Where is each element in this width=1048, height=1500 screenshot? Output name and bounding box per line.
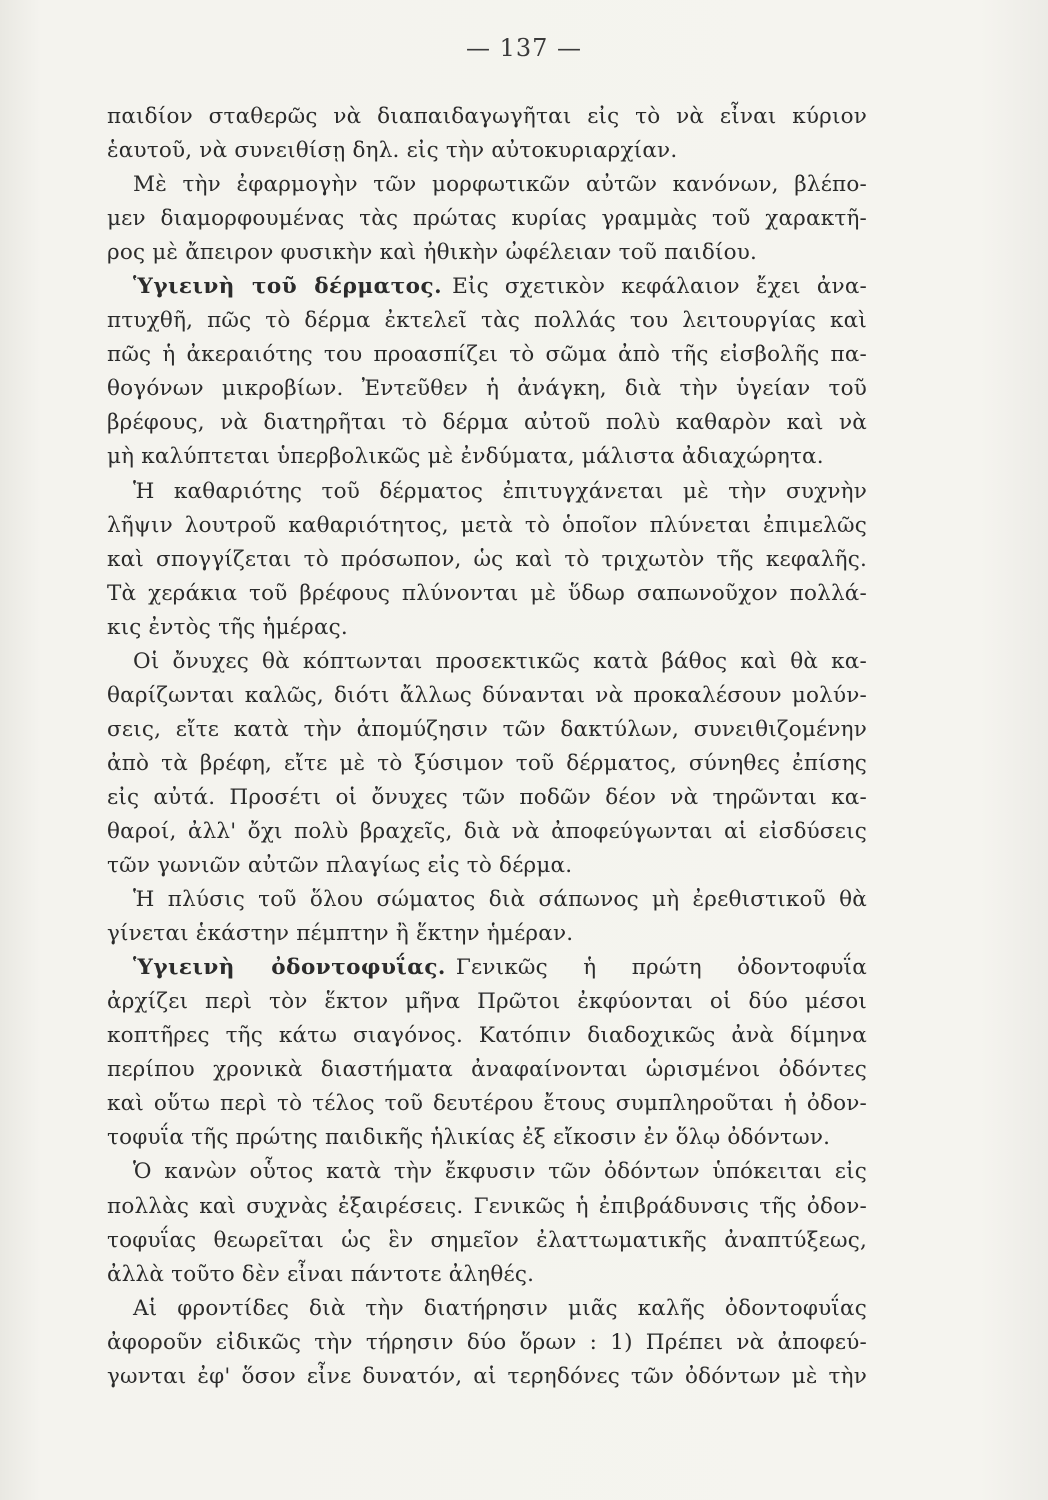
text-line: μὴ καλύπτεται ὑπερβολικῶς μὲ ἐνδύματα, μάλιστα ἀδιαχώρητα. [107,444,824,470]
text-line: ἀπὸ τὰ βρέφη, εἴτε μὲ τὸ ξύσιμον τοῦ δέρματος, σύνηθες ἐπίσης [107,750,867,776]
text-line: τῶν γωνιῶν αὐτῶν πλαγίως εἰς τὸ δέρμα. [107,853,573,879]
text-line: ρος μὲ ἄπειρον φυσικὴν καὶ ἠθικὴν ὠφέλειαν τοῦ παιδίου. [107,240,758,266]
section-heading-teeth: Ὑγιεινὴ ὀδοντοφυΐας. [133,955,446,981]
text-line: Τὰ χεράκια τοῦ βρέφους πλύνονται μὲ ὕδωρ σαπωνοῦχον πολλά- [107,580,867,606]
text-line: ἀλλὰ τοῦτο δὲν εἶναι πάντοτε ἀληθές. [107,1261,535,1287]
text-line: τοφυΐας θεωρεῖται ὡς ἓν σημεῖον ἐλαττωματικῆς ἀναπτύξεως, [107,1227,867,1253]
text-line: σεις, εἴτε κατὰ τὴν ἀπομύζησιν τῶν δακτύλων, συνειθιζομένην [107,716,867,742]
text-line: ἀρχίζει περὶ τὸν ἕκτον μῆνα Πρῶτοι ἐκφύονται οἱ δύο μέσοι [107,989,867,1015]
section-heading-skin: Ὑγιεινὴ τοῦ δέρματος. [133,274,443,300]
text-line: θογόνων μικροβίων. Ἐντεῦθεν ἡ ἀνάγκη, διὰ τὴν ὑγείαν τοῦ [107,376,867,402]
paragraph-start-line: Ἡ πλύσις τοῦ ὅλου σώματος διὰ σάπωνος μὴ ἐρεθιστικοῦ θὰ [133,887,867,913]
text-line: εἰς αὐτά. Προσέτι οἱ ὄνυχες τῶν ποδῶν δέον νὰ τηρῶνται κα- [107,784,867,810]
paragraph-start-line: Οἱ ὄνυχες θὰ κόπτωνται προσεκτικῶς κατὰ βάθος καὶ θὰ κα- [133,648,867,674]
text-line: ἀφοροῦν εἰδικῶς τὴν τήρησιν δύο ὅρων : 1) Πρέπει νὰ ἀποφεύ- [107,1329,867,1355]
text-line: τοφυΐα τῆς πρώτης παιδικῆς ἡλικίας ἐξ εἴκοσιν ἐν ὅλῳ ὀδόντων. [107,1125,831,1151]
heading-line-text: Γενικῶς ἡ πρώτη ὀδοντοφυΐα [455,955,867,981]
text-line: γίνεται ἑκάστην πέμπτην ἢ ἕκτην ἡμέραν. [107,921,574,947]
text-line: κοπτῆρες τῆς κάτω σιαγόνος. Κατόπιν διαδοχικῶς ἀνὰ δίμηνα [107,1023,867,1049]
text-line: θαρίζωνται καλῶς, διότι ἄλλως δύνανται νὰ προκαλέσουν μολύν- [107,682,867,708]
text-line: λῆψιν λουτροῦ καθαριότητος, μετὰ τὸ ὁποῖον πλύνεται ἐπιμελῶς [107,512,867,538]
paragraph-start-line: Ἡ καθαριότης τοῦ δέρματος ἐπιτυγχάνεται μὲ τὴν συχνὴν [133,478,867,504]
text-line: μεν διαμορφουμένας τὰς πρώτας κυρίας γραμμὰς τοῦ χαρακτῆ- [107,206,867,232]
text-line: καὶ οὕτω περὶ τὸ τέλος τοῦ δευτέρου ἔτους συμπληροῦται ἡ ὀδον- [107,1091,867,1117]
text-line: βρέφους, νὰ διατηρῆται τὸ δέρμα αὐτοῦ πολὺ καθαρὸν καὶ νὰ [107,410,867,436]
paragraph-start-line: Ὁ κανὼν οὗτος κατὰ τὴν ἔκφυσιν τῶν ὀδόντων ὑπόκειται εἰς [133,1159,867,1185]
text-line: περίπου χρονικὰ διαστήματα ἀναφαίνονται ὡρισμένοι ὀδόντες [107,1057,867,1083]
body-text [107,100,867,1394]
section-heading-line [107,951,867,985]
text-line: πολλὰς καὶ συχνὰς ἐξαιρέσεις. Γενικῶς ἡ ἐπιβράδυνσις τῆς ὀδον- [107,1193,867,1219]
paragraph-start-line: Αἱ φροντίδες διὰ τὴν διατήρησιν μιᾶς καλῆς ὀδοντοφυΐας [133,1295,867,1321]
text-line: κις ἐντὸς τῆς ἡμέρας. [107,614,348,640]
heading-line-text: Εἰς σχετικὸν κεφάλαιον ἔχει ἀνα- [452,274,868,300]
text-line: πῶς ἡ ἀκεραιότης του προασπίζει τὸ σῶμα ἀπὸ τῆς εἰσβολῆς πα- [107,342,867,368]
text-line: γωνται ἐφ' ὅσον εἶνε δυνατόν, αἱ τερηδόνες τῶν ὀδόντων μὲ τὴν [107,1363,867,1389]
section-heading-line [107,270,867,304]
page-number: — 137 — [465,34,583,62]
text-line: πτυχθῆ, πῶς τὸ δέρμα ἐκτελεῖ τὰς πολλάς του λειτουργίας καὶ [107,308,867,334]
text-line: θαροί, ἀλλ' ὄχι πολὺ βραχεῖς, διὰ νὰ ἀποφεύγωνται αἱ εἰσδύσεις [107,818,867,844]
text-line: ἑαυτοῦ, νὰ συνειθίσῃ δηλ. εἰς τὴν αὐτοκυριαρχίαν. [107,138,678,164]
paragraph-start-line: Μὲ τὴν ἐφαρμογὴν τῶν μορφωτικῶν αὐτῶν κανόνων, βλέπο- [133,172,867,198]
text-line: παιδίον σταθερῶς νὰ διαπαιδαγωγῆται εἰς τὸ νὰ εἶναι κύριον [107,104,867,129]
text-line: καὶ σπογγίζεται τὸ πρόσωπον, ὡς καὶ τὸ τριχωτὸν τῆς κεφαλῆς. [107,546,867,572]
